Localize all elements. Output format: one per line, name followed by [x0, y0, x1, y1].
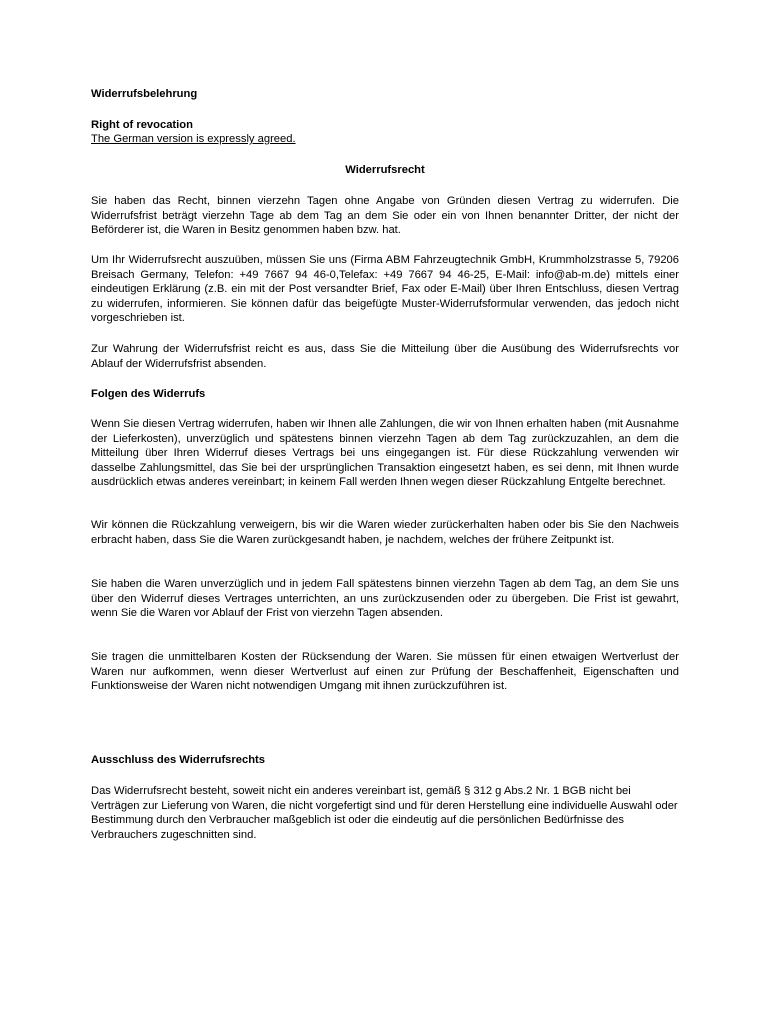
ausschluss-paragraph-1: Das Widerrufsrecht besteht, soweit nicht ein anderes vereinbart ist, gemäß § 312 g Abs.2 Nr. 1 BGB nicht bei Verträgen zur Lieferung von Waren, die nicht vorgefertigt sind und für deren Herstellung eine individuelle Auswahl oder Bestimmung durch den Verbraucher maßgeblich ist oder die eindeutig auf die persönlichen Bedürfnisse des Verbrauchers zugeschnitten sind. [91, 785, 678, 841]
widerrufsrecht-paragraph-1: Sie haben das Recht, binnen vierzehn Tagen ohne Angabe von Gründen diesen Vertrag zu widerrufen. Die Widerrufsfrist beträgt vierzehn Tage ab dem Tag an dem Sie oder ein von Ihnen benannter Dritter, der nicht der Beförderer ist, die Waren in Besitz genommen haben bzw. hat. [91, 195, 679, 236]
folgen-paragraph-3: Sie haben die Waren unverzüglich und in jedem Fall spätestens binnen vierzehn Tagen ab dem Tag, an dem Sie uns über den Widerruf dieses Vertrages unterrichten, an uns zurückzusenden oder zu übergeben. Die Frist ist gewahrt, wenn Sie die Waren vor Ablauf der Frist von vierzehn Tagen absenden. [91, 578, 679, 619]
folgen-paragraph-4: Sie tragen die unmittelbaren Kosten der Rücksendung der Waren. Sie müssen für einen etwaigen Wertverlust der Waren nur aufkommen, wenn dieser Wertverlust auf einen zur Prüfung der Beschaffenheit, Eigenschaften und Funktionsweise der Waren nicht notwendigen Umgang mit ihnen zurückzuführen ist. [91, 651, 679, 692]
document-title: Widerrufsbelehrung [91, 88, 198, 100]
widerrufsrecht-paragraph-3: Zur Wahrung der Widerrufsfrist reicht es aus, dass Sie die Mitteilung über die Ausübung des Widerrufsrechts vor Ablauf der Widerrufsfrist absenden. [91, 343, 679, 370]
widerrufsrecht-heading: Widerrufsrecht [345, 164, 425, 176]
folgen-heading: Folgen des Widerrufs [91, 388, 206, 400]
folgen-paragraph-2: Wir können die Rückzahlung verweigern, bis wir die Waren wieder zurückerhalten haben oder bis Sie den Nachweis erbracht haben, dass Sie die Waren zurückgesandt haben, je nachdem, welches der frühere Zeitpunkt ist. [91, 519, 679, 546]
folgen-paragraph-1: Wenn Sie diesen Vertrag widerrufen, haben wir Ihnen alle Zahlungen, die wir von Ihnen erhalten haben (mit Ausnahme der Lieferkosten), unverzüglich und spätestens binnen vierzehn Tagen ab dem Tag zurückzuzahlen, an dem die Mitteilung über Ihren Widerruf dieses Vertrags bei uns eingegangen ist. Für diese Rückzahlung verwenden wir dasselbe Zahlungsmittel, das Sie bei der ursprünglichen Transaktion eingesetzt haben, es sei denn, mit Ihnen wurde ausdrücklich etwas anderes vereinbart; in keinem Fall werden Ihnen wegen dieser Rückzahlung Entgelte berechnet. [91, 418, 679, 488]
ausschluss-heading: Ausschluss des Widerrufsrechts [91, 754, 265, 766]
right-of-revocation-heading: Right of revocation [91, 119, 193, 131]
language-note: The German version is expressly agreed. [91, 133, 296, 145]
widerrufsrecht-paragraph-2: Um Ihr Widerrufsrecht auszuüben, müssen Sie uns (Firma ABM Fahrzeugtechnik GmbH, Krummholzstrasse 5, 79206 Breisach Germany, Telefon: +49 7667 94 46-0,Telefax: +49 7667 94 46-25, E-Mail: info@ab-m.de) mittels einer eindeutigen Erklärung (z.B. ein mit der Post versandter Brief, Fax oder E-Mail) über Ihren Entschluss, diesen Vertrag zu widerrufen, informieren. Sie können dafür das beigefügte Muster-Widerrufsformular verwenden, das jedoch nicht vorgeschrieben ist. [91, 254, 679, 324]
